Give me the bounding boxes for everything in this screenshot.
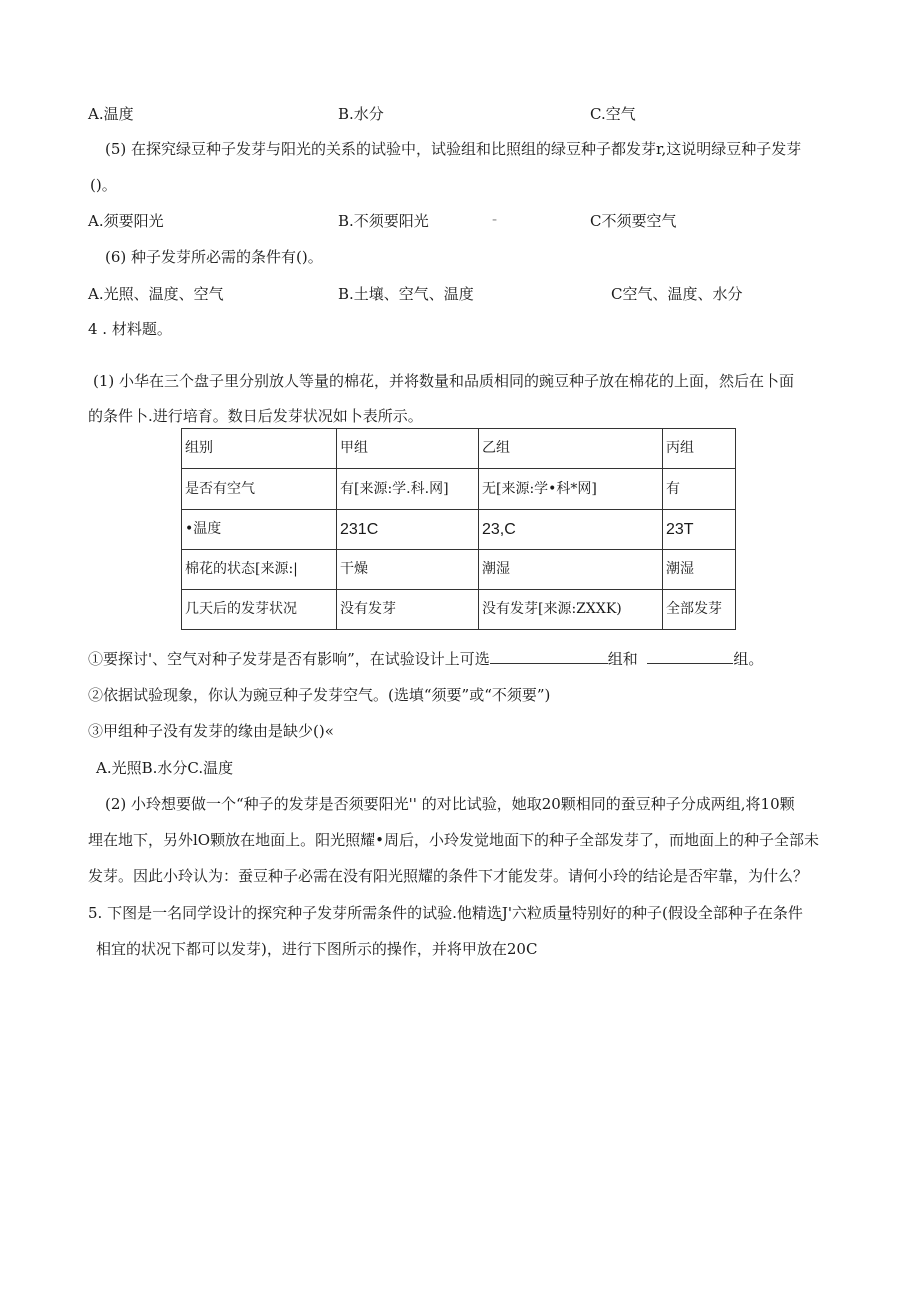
- table-header-row: [182, 429, 736, 469]
- material1-line1: (1) 小华在三个盘子里分别放人等量的棉花，并将数量和品质相同的豌豆种子放在棉花的上面，然后在卜面: [93, 372, 795, 390]
- table-row: [182, 550, 736, 590]
- answer-blank-1[interactable]: [490, 649, 608, 664]
- table-cell: 棉花的状态[来源:|: [182, 550, 337, 590]
- table-cell: 有[来源:学.科.网]: [337, 469, 479, 510]
- q5-option-c: C不须要空气: [590, 212, 677, 230]
- q5-stem-line2: ()。: [90, 176, 117, 194]
- table-row: [182, 590, 736, 630]
- table-cell: 23,C: [479, 510, 663, 550]
- table-cell: 是否有空气: [182, 469, 337, 510]
- q5-stem-line1: (5) 在探究绿豆种子发芽与阳光的关系的试验中，试验组和比照组的绿豆种子都发芽r,这说明绿豆种子发芽: [105, 140, 802, 158]
- q5-dash: -: [492, 210, 498, 228]
- table-row: [182, 469, 736, 510]
- results-table: [181, 428, 736, 630]
- table-header-cell: 丙组: [663, 429, 736, 469]
- table-cell: 几天后的发芽状况: [182, 590, 337, 630]
- table-cell: 没有发芽: [337, 590, 479, 630]
- section-4-title: 4 . 材料题。: [88, 320, 172, 338]
- table-cell: 没有发芽[来源:ZXXK): [479, 590, 663, 630]
- q6-option-a: A.光照、温度、空气: [88, 285, 224, 303]
- q-circle1-mid: 组和: [607, 650, 638, 668]
- question5-line1: 5. 下图是一名同学设计的探究种子发芽所需条件的试验.他精选J'六粒质量特别好的种子(假设全部种子在条件: [88, 904, 803, 922]
- material2-line3: 发芽。因此小玲认为：蚕豆种子必需在没有阳光照耀的条件下才能发芽。请何小玲的结论是否牢靠，为什么？: [88, 867, 809, 885]
- table-cell: 23T: [663, 510, 736, 550]
- table-cell: 有: [663, 469, 736, 510]
- table-cell: 231C: [337, 510, 479, 550]
- option-b: B.水分: [338, 105, 384, 123]
- table-row: [182, 510, 736, 550]
- material1-line2: 的条件卜.进行培育。数日后发芽状况如卜表所示。: [88, 407, 423, 425]
- option-c: C.空气: [590, 105, 636, 123]
- material2-line1: (2) 小玲想要做一个“种子的发芽是否须要阳光'' 的对比试验，她取20颗相同的蚕豆种子分成两组,将10颗: [105, 795, 795, 813]
- q6-option-c: C空气、温度、水分: [611, 285, 743, 303]
- q-circle3-options: A.光照B.水分C.温度: [96, 759, 234, 777]
- table-cell: 潮湿: [663, 550, 736, 590]
- table-cell: 全部发芽: [663, 590, 736, 630]
- table-cell: 潮湿: [479, 550, 663, 590]
- q-circle1-pre: ①要探讨'、空气对种子发芽是否有影响”，在试验设计上可选: [88, 650, 490, 668]
- q5-option-b: B.不须要阳光: [338, 212, 429, 230]
- option-a: A.温度: [88, 105, 134, 123]
- q-circle2: ②依据试验现象，你认为豌豆种子发芽空气。(选填“须要”或“不须要”): [88, 686, 551, 704]
- table-header-cell: 组别: [182, 429, 337, 469]
- q-circle1: [88, 648, 763, 669]
- table-cell: 干燥: [337, 550, 479, 590]
- table-header-cell: 甲组: [337, 429, 479, 469]
- q6-option-b: B.土壤、空气、温度: [338, 285, 474, 303]
- table-cell: •温度: [182, 510, 337, 550]
- question5-line2: 相宜的状况下都可以发芽)，进行下图所示的操作，并将甲放在20C: [96, 940, 538, 958]
- answer-blank-2[interactable]: [647, 649, 733, 664]
- material2-line2: 埋在地下，另外lO颗放在地面上。阳光照耀•周后，小玲发觉地面下的种子全部发芽了，而地面上的种子全部未: [88, 831, 819, 849]
- table-header-cell: 乙组: [479, 429, 663, 469]
- q5-option-a: A.须要阳光: [88, 212, 164, 230]
- q-circle1-post: 组。: [733, 650, 764, 668]
- q-circle3: ③甲组种子没有发芽的缘由是缺少()«: [88, 722, 334, 740]
- table-cell: 无[来源:学•科*网]: [479, 469, 663, 510]
- q6-stem: (6) 种子发芽所必需的条件有()。: [105, 248, 323, 266]
